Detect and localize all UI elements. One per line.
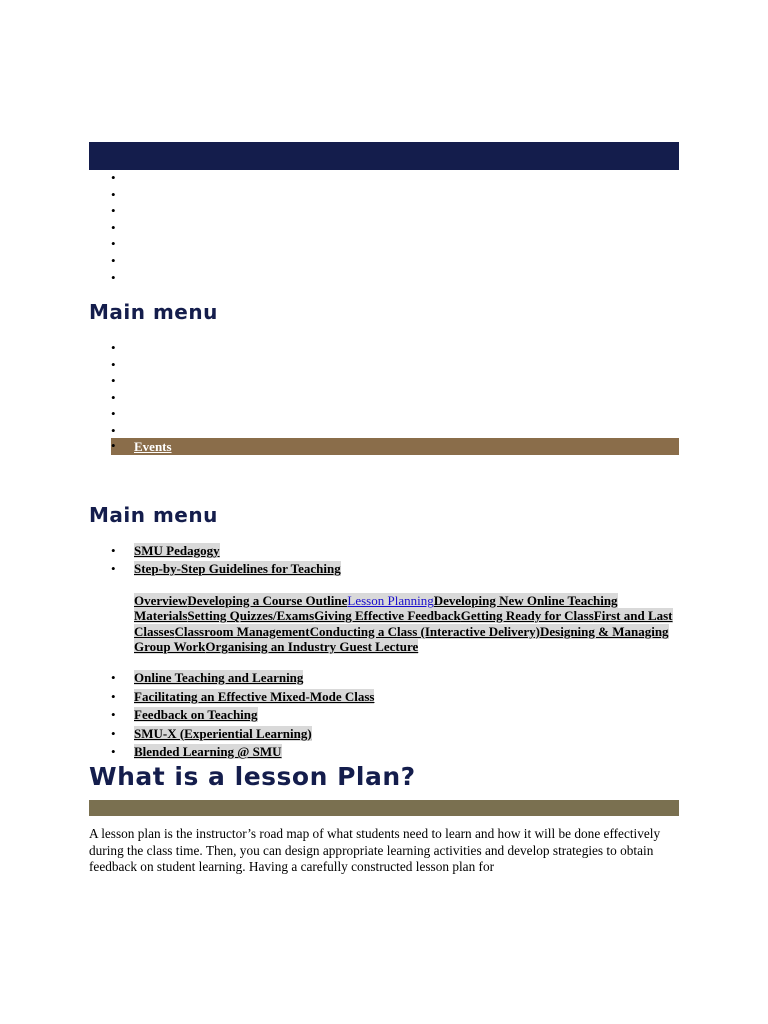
article-paragraph: A lesson plan is the instructor’s road map of what students need to learn and how it will be done effectively during the class time. Then, you can design appropriate learning activities and develop strategies to obtain feedback on student learning. Having a carefully constructed lesson plan for: [89, 826, 661, 874]
guidelines-submenu: [134, 593, 674, 655]
events-link[interactable]: Events: [134, 439, 172, 454]
submenu-link[interactable]: Classroom Management: [174, 623, 310, 639]
main-menu-heading: Main menu: [89, 300, 218, 324]
pedagogy-menu-list-2: [111, 670, 374, 763]
menu-item-online-teaching[interactable]: • Online Teaching and Learning: [111, 670, 304, 685]
submenu-link[interactable]: Organising an Industry Guest Lecture: [205, 639, 419, 655]
main-menu-heading-2: Main menu: [89, 503, 218, 527]
submenu-link[interactable]: Overview: [134, 593, 188, 608]
menu-item-blended[interactable]: • Blended Learning @ SMU: [111, 744, 282, 759]
title-divider-bar: [89, 800, 679, 816]
submenu-link-active[interactable]: Lesson Planning: [347, 593, 434, 608]
menu-link[interactable]: Step-by-Step Guidelines for Teaching: [134, 561, 341, 576]
pedagogy-menu-list: [111, 543, 341, 579]
page-title: What is a lesson Plan?: [89, 762, 416, 791]
menu-link[interactable]: Blended Learning @ SMU: [134, 744, 282, 759]
submenu-link[interactable]: Developing New Online Teaching Materials: [134, 593, 618, 624]
menu-item-smu-pedagogy[interactable]: • SMU Pedagogy: [111, 543, 220, 558]
menu-link[interactable]: Feedback on Teaching: [134, 707, 258, 722]
menu-item-feedback[interactable]: • Feedback on Teaching: [111, 707, 258, 722]
menu-link[interactable]: Online Teaching and Learning: [134, 670, 304, 685]
menu-item-guidelines[interactable]: • Step-by-Step Guidelines for Teaching: [111, 561, 341, 576]
submenu-link[interactable]: Giving Effective Feedback: [314, 608, 461, 624]
events-menu-item[interactable]: [111, 438, 679, 455]
top-navigation-bar: [89, 142, 679, 170]
submenu-link[interactable]: Developing a Course Outline: [187, 593, 348, 608]
menu-link[interactable]: SMU-X (Experiential Learning): [134, 725, 312, 741]
submenu-link[interactable]: Setting Quizzes/Exams: [187, 608, 315, 624]
menu-item-smu-x[interactable]: • SMU-X (Experiential Learning): [111, 725, 312, 741]
submenu-link[interactable]: Conducting a Class (Interactive Delivery): [309, 623, 540, 639]
submenu-link[interactable]: Getting Ready for Class: [460, 608, 594, 624]
bullet: •: [111, 438, 116, 453]
menu-link[interactable]: SMU Pedagogy: [134, 543, 220, 558]
menu-item-mixed-mode[interactable]: • Facilitating an Effective Mixed-Mode Class: [111, 688, 375, 704]
submenu-link[interactable]: First and Last Classes: [134, 608, 673, 639]
submenu-link[interactable]: Designing & Managing Group Work: [134, 623, 669, 655]
menu-link[interactable]: Facilitating an Effective Mixed-Mode Class: [134, 688, 375, 704]
